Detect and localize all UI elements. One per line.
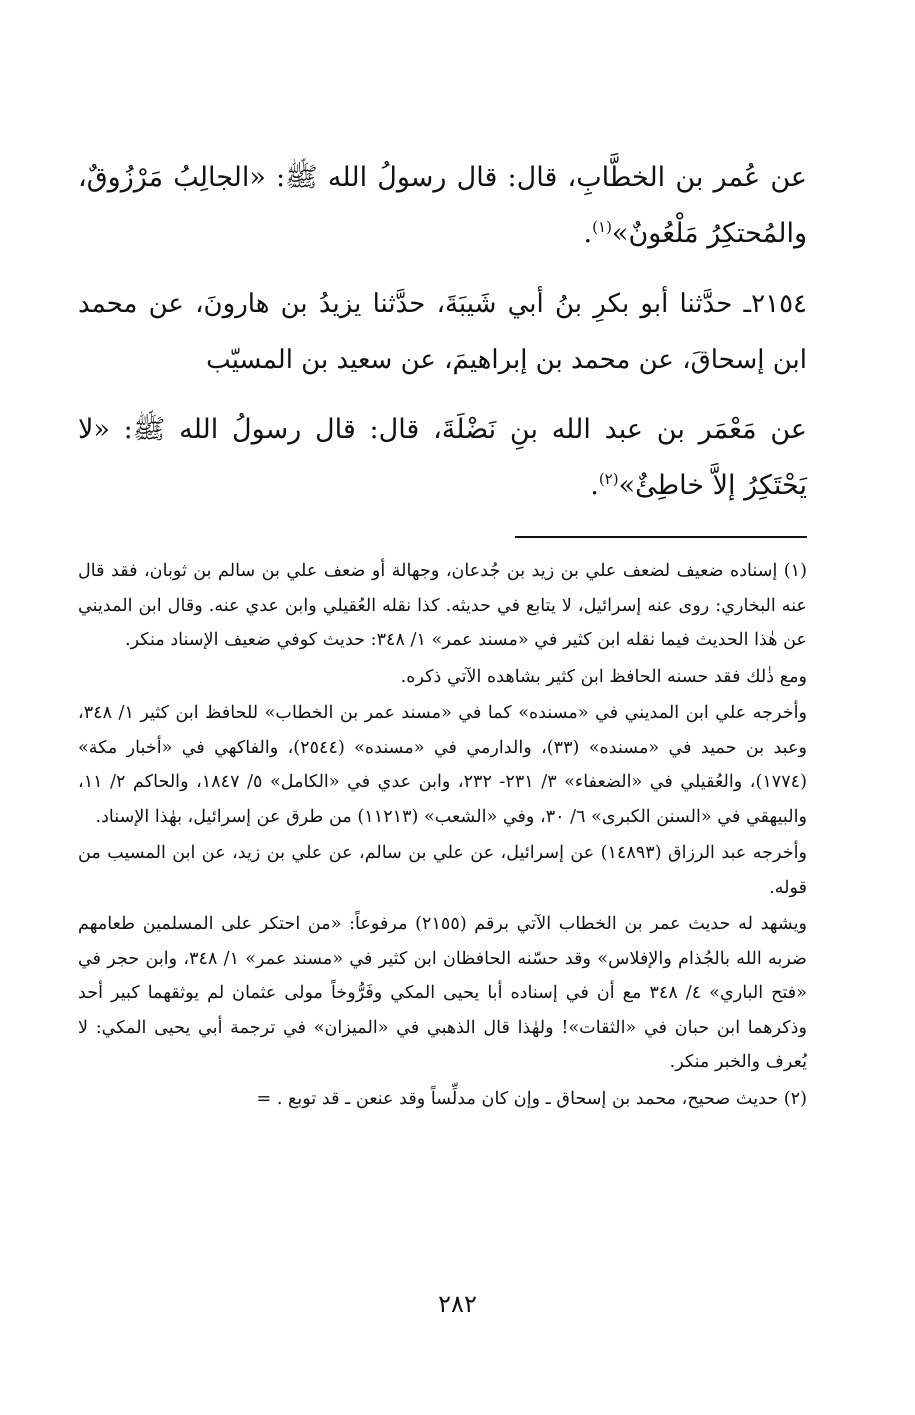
main-text (78, 150, 807, 514)
footnote-1-paragraph-3: وأخرجه علي ابن المديني في «مسنده» كما في «مسند عمر بن الخطاب» للحافظ ابن كثير ١/ ٣٤٨، وعبد بن حميد في «مسنده» (٣٣)، والدارمي في «مسنده» (٢٥٤٤)، والفاكهي في «أخبار مكة» (١٧٧٤)، والعُقيلي في «الضعفاء» ٣/ ٢٣١- ٢٣٢، وابن عدي في «الكامل» ٥/ ١٨٤٧، والحاكم ٢/ ١١، والبيهقي في «السنن الكبرى» ٦/ ٣٠، وفي «الشعب» (١١٢١٣) من طرق عن إسرائيل، بهٰذا الإسناد. (78, 703, 807, 827)
footnote-1-paragraph-2: ومع ذٰلك فقد حسنه الحافظ ابن كثير بشاهده الآتي ذكره. (400, 666, 807, 687)
hadith-1-period: . (583, 218, 593, 249)
hadith-2-period: . (590, 470, 599, 501)
footnotes (78, 554, 807, 1116)
footnote-ref-2: (٢) (598, 470, 619, 488)
footnote-1-paragraph-1: (١) إسناده ضعيف لضعف علي بن زيد بن جُدعان، وجهالة أو ضعف علي بن سالم بن ثوبان، فقد قال عنه البخاري: روى عنه إسرائيل، لا يتابع في حديثه. كذا نقله العُقيلي وابن عدي عنه. وقال ابن المديني عن هٰذا الحديث فيما نقله ابن كثير في «مسند عمر» ١/ ٣٤٨: حديث كوفي ضعيف الإسناد منكر. (78, 561, 807, 650)
hadith-2-text: عن مَعْمَر بن عبد الله بنِ نَضْلَةَ، قال: قال رسولُ الله ﷺ: «لا يَحْتَكِرُ إلاَّ خاطِئٌ» (78, 414, 807, 501)
hadith-1-text: عن عُمر بن الخطَّابِ، قال: قال رسولُ الله ﷺ: «الجالِبُ مَرْزُوقٌ، والمُحتكِرُ مَلْعُونٌ» (78, 162, 807, 249)
hadith-1 (78, 150, 807, 262)
isnad-2154: ٢١٥٤ـ حدَّثنا أبو بكرِ بنُ أبي شَيبَةَ، حدَّثنا يزيدُ بن هارونَ، عن محمد ابن إسحاقَ، عن محمد بن إبراهيمَ، عن سعيد بن المسيّب (78, 289, 807, 375)
footnote-ref-1: (١) (592, 218, 612, 236)
hadith-2 (78, 402, 807, 514)
footnote-divider (515, 536, 807, 538)
footnote-1-paragraph-4: وأخرجه عبد الرزاق (١٤٨٩٣) عن إسرائيل، عن علي بن سالم، عن علي بن زيد، عن ابن المسيب من قوله. (78, 843, 808, 898)
footnote-2: (٢) حديث صحيح، محمد بن إسحاق ـ وإن كان مدلِّساً وقد عنعن ـ قد توبع . = (256, 1088, 807, 1109)
page-number: ٢٨٢ (438, 1290, 477, 1318)
footnote-1-paragraph-5: ويشهد له حديث عمر بن الخطاب الآتي برقم (٢١٥٥) مرفوعاً: «من احتكر على المسلمين طعامهم ضربه الله بالجُذام والإفلاس» وقد حسّنه الحافظان ابن كثير في «مسند عمر» ١/ ٣٤٨، وابن حجر في «فتح الباري» ٤/ ٣٤٨ مع أن في إسناده أبا يحيى المكي وفَرُّوخاً مولى عثمان لم يوثقهما كبير أحد وذكرهما ابن حبان في «الثقات»! ولهٰذا قال الذهبي في «الميزان» في ترجمة أبي يحيى المكي: لا يُعرف والخبر منكر. (78, 914, 808, 1072)
